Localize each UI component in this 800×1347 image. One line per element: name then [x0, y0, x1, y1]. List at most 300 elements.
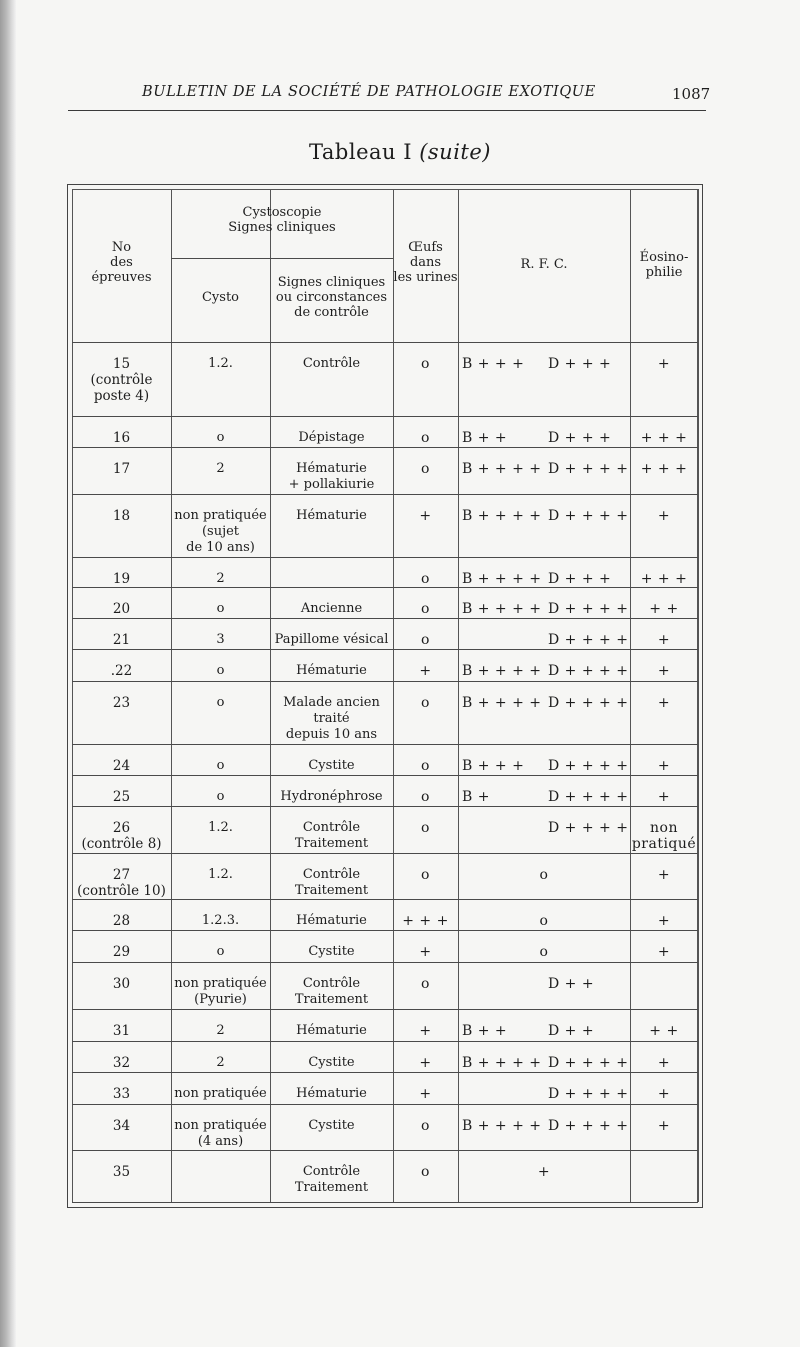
row-number-line: 28: [112, 913, 131, 929]
row-oeufs-line: o: [421, 356, 430, 372]
row-rfc-d: [548, 1023, 630, 1039]
row-signes-line: Hématurie: [296, 508, 367, 523]
row-signes-line: Dépistage: [298, 430, 365, 445]
row-cysto: [171, 1086, 270, 1102]
row-eosino-line: +: [657, 508, 671, 524]
row-number: [72, 632, 171, 648]
header-rfc: [458, 257, 630, 272]
row-cysto: [171, 944, 270, 960]
row-eosino: [630, 1118, 698, 1134]
row-number-line: (contrôle: [90, 372, 153, 388]
row-cysto-line: 2: [216, 571, 225, 586]
row-number: [72, 820, 171, 852]
row-rfc: [458, 913, 630, 929]
row-oeufs-line: + + +: [402, 913, 449, 929]
page-number: 1087: [672, 85, 711, 103]
row-oeufs-line: o: [421, 461, 430, 477]
row-cysto-line: 1.2.: [208, 356, 233, 371]
row-cysto-line: non pratiquée: [174, 508, 267, 523]
row-rfc-line: +: [537, 1164, 551, 1180]
row-rfc-b: [462, 571, 542, 587]
row-number-line: 24: [112, 758, 131, 774]
row-number-line: 30: [112, 976, 131, 992]
header-no: [72, 240, 171, 285]
row-eosino: [630, 430, 698, 446]
row-rule: [72, 744, 698, 745]
row-oeufs: [393, 867, 458, 883]
row-eosino-line: + + +: [640, 430, 688, 446]
row-eosino: [630, 508, 698, 524]
row-eosino: [630, 356, 698, 372]
row-rule: [72, 618, 698, 619]
row-rfc-d: [548, 758, 630, 774]
row-signes-line: + pollakiurie: [288, 477, 375, 492]
row-number-line: 26: [112, 820, 131, 836]
row-cysto: [171, 461, 270, 477]
row-signes-line: Hématurie: [296, 461, 367, 476]
row-cysto-line: non pratiquée: [174, 976, 267, 991]
row-oeufs-line: o: [421, 789, 430, 805]
row-eosino-line: +: [657, 913, 671, 929]
row-signes-line: Traitement: [294, 883, 369, 898]
row-rule: [72, 1072, 698, 1073]
row-rfc: [458, 944, 630, 960]
row-cysto-line: de 10 ans): [186, 540, 255, 555]
row-rfc-b-line: B + + + +: [462, 1118, 542, 1134]
row-rfc-b-line: B +: [462, 789, 490, 805]
header-cystoscopie-line: Signes cliniques: [228, 220, 336, 235]
row-number: [72, 695, 171, 711]
row-signes: [270, 430, 393, 446]
row-rfc-d: [548, 695, 630, 711]
row-rfc-b-line: B + +: [462, 430, 508, 446]
row-rfc-d: [548, 356, 630, 372]
row-rfc-b: [462, 1118, 542, 1134]
row-oeufs-line: +: [419, 1055, 432, 1071]
row-oeufs-line: o: [421, 1164, 430, 1180]
row-oeufs: [393, 820, 458, 836]
row-number-line: 20: [112, 601, 131, 617]
row-rule: [72, 1104, 698, 1105]
row-eosino-line: +: [657, 944, 671, 960]
row-eosino-line: + + +: [640, 571, 688, 587]
header-cysto: [171, 290, 270, 305]
row-eosino: [630, 601, 698, 617]
row-rfc-b-line: B + + + +: [462, 571, 542, 587]
row-signes-line: Hématurie: [296, 913, 367, 928]
row-oeufs-line: o: [421, 976, 430, 992]
row-eosino: [630, 758, 698, 774]
row-cysto: [171, 632, 270, 648]
row-signes: [270, 1118, 393, 1134]
row-rfc-d-line: D + + + +: [548, 820, 629, 836]
row-number-line: 35: [112, 1164, 131, 1180]
row-rfc-d-line: D + + + +: [548, 601, 629, 617]
header-oeufs-line: Œufs: [408, 240, 443, 255]
row-signes: [270, 913, 393, 929]
row-rfc-b: [462, 663, 542, 679]
row-rule: [72, 899, 698, 900]
row-eosino-line: non: [650, 820, 678, 836]
row-signes-line: Ancienne: [300, 601, 363, 616]
row-rfc-b: [462, 430, 542, 446]
row-rule: [72, 1202, 698, 1203]
row-oeufs-line: o: [421, 1118, 430, 1134]
caption-suffix: (suite): [419, 140, 491, 164]
row-rule: [72, 681, 698, 682]
row-rule: [72, 1041, 698, 1042]
row-signes: [270, 632, 393, 648]
row-number: [72, 1023, 171, 1039]
row-signes-line: Traitement: [294, 1180, 369, 1195]
running-head: BULLETIN DE LA SOCIÉTÉ DE PATHOLOGIE EXOTIQUE: [142, 84, 596, 100]
row-eosino: [630, 695, 698, 711]
row-signes-line: Cystite: [308, 1118, 355, 1133]
row-cysto-line: (Pyurie): [194, 992, 247, 1007]
row-rfc-d-line: D + + + +: [548, 1118, 629, 1134]
row-rfc-line: o: [539, 867, 549, 883]
row-cysto-line: o: [216, 695, 225, 710]
row-eosino-line: + + +: [640, 461, 688, 477]
row-rfc-d-line: D + + + +: [548, 663, 629, 679]
row-rfc-b: [462, 695, 542, 711]
row-oeufs: [393, 758, 458, 774]
row-signes: [270, 944, 393, 960]
row-number-line: (contrôle 10): [77, 883, 166, 899]
header-signes: [270, 275, 393, 320]
row-number: [72, 867, 171, 899]
row-signes-line: Hématurie: [296, 1023, 367, 1038]
row-oeufs-line: o: [421, 758, 430, 774]
row-cysto: [171, 601, 270, 617]
row-number: [72, 976, 171, 992]
row-rfc-d-line: D + + + +: [548, 695, 629, 711]
row-rfc-d-line: D + + + +: [548, 1055, 629, 1071]
row-eosino: [630, 461, 698, 477]
row-eosino: [630, 571, 698, 587]
row-signes: [270, 1086, 393, 1102]
header-no-line: épreuves: [91, 270, 152, 285]
row-signes-line: Cystite: [308, 944, 355, 959]
row-number: [72, 789, 171, 805]
row-oeufs-line: +: [419, 1023, 432, 1039]
header-eosino: [630, 250, 698, 280]
table-caption: [0, 140, 800, 164]
row-rfc-line: o: [539, 913, 549, 929]
row-cysto-line: non pratiquée: [174, 1086, 267, 1101]
row-signes: [270, 1023, 393, 1039]
row-number: [72, 508, 171, 524]
row-rfc-b-line: B + +: [462, 1023, 508, 1039]
row-rfc-b: [462, 789, 542, 805]
row-rule: [72, 587, 698, 588]
row-cysto-line: 1.2.3.: [201, 913, 240, 928]
row-cysto-line: (4 ans): [197, 1134, 244, 1149]
row-number: [72, 1164, 171, 1180]
row-eosino-line: +: [657, 695, 671, 711]
row-number: [72, 913, 171, 929]
row-eosino-line: +: [657, 1055, 671, 1071]
row-rfc-b: [462, 461, 542, 477]
row-oeufs: [393, 1086, 458, 1102]
row-eosino-line: pratiqué: [631, 836, 697, 852]
row-signes: [270, 695, 393, 743]
row-signes-line: depuis 10 ans: [285, 727, 378, 742]
row-cysto-line: o: [216, 430, 225, 445]
row-rfc-b: [462, 758, 542, 774]
row-eosino: [630, 632, 698, 648]
row-signes-line: Contrôle: [302, 976, 361, 991]
row-oeufs: [393, 913, 458, 929]
row-rfc-d: [548, 789, 630, 805]
row-signes: [270, 867, 393, 899]
row-oeufs: [393, 356, 458, 372]
row-rfc-d: [548, 571, 630, 587]
row-signes-line: Contrôle: [302, 1164, 361, 1179]
row-signes-line: Hématurie: [296, 1086, 367, 1101]
row-number-line: 23: [112, 695, 131, 711]
row-cysto: [171, 976, 270, 1008]
row-eosino-line: +: [657, 356, 671, 372]
row-number: [72, 944, 171, 960]
row-rfc-d: [548, 508, 630, 524]
row-rfc-d: [548, 820, 630, 836]
row-rfc-d-line: D + + + +: [548, 508, 629, 524]
row-eosino: [630, 1023, 698, 1039]
row-eosino: [630, 1055, 698, 1071]
row-signes-line: Cystite: [308, 1055, 355, 1070]
row-rule: [72, 1009, 698, 1010]
row-cysto: [171, 867, 270, 883]
row-number-line: 21: [112, 632, 131, 648]
row-oeufs-line: o: [421, 632, 430, 648]
header-rule: [68, 110, 706, 111]
row-oeufs: [393, 1023, 458, 1039]
row-eosino-line: + +: [649, 1023, 679, 1039]
row-signes: [270, 976, 393, 1008]
row-oeufs: [393, 1164, 458, 1180]
row-oeufs-line: +: [419, 663, 432, 679]
row-eosino-line: +: [657, 867, 671, 883]
row-eosino: [630, 867, 698, 883]
row-rfc-d: [548, 1086, 630, 1102]
row-rfc-d: [548, 1055, 630, 1071]
row-number-line: .22: [110, 663, 133, 679]
row-rfc-b-line: B + + + +: [462, 1055, 542, 1071]
row-rfc-d: [548, 976, 630, 992]
row-number-line: 17: [112, 461, 131, 477]
header-oeufs-line: dans: [409, 255, 442, 270]
row-cysto: [171, 430, 270, 446]
row-signes: [270, 508, 393, 524]
row-signes: [270, 461, 393, 493]
row-oeufs: [393, 461, 458, 477]
row-eosino-line: + +: [649, 601, 679, 617]
row-eosino: [630, 944, 698, 960]
row-cysto: [171, 1055, 270, 1071]
row-cysto-line: 2: [216, 1055, 225, 1070]
row-rfc: [458, 1164, 630, 1180]
row-signes: [270, 1055, 393, 1071]
row-oeufs-line: o: [421, 601, 430, 617]
row-rfc-b: [462, 601, 542, 617]
row-number-line: 25: [112, 789, 131, 805]
header-oeufs-line: les urines: [393, 270, 458, 285]
row-rule: [72, 930, 698, 931]
row-signes-line: Papillome vésical: [274, 632, 389, 647]
row-oeufs: [393, 695, 458, 711]
row-signes-line: Hydronéphrose: [280, 789, 383, 804]
row-number: [72, 1086, 171, 1102]
row-oeufs: [393, 601, 458, 617]
row-rule: [72, 962, 698, 963]
row-signes-line: Contrôle: [302, 820, 361, 835]
row-eosino-line: +: [657, 1118, 671, 1134]
row-signes-line: Hématurie: [296, 663, 367, 678]
row-rule: [72, 649, 698, 650]
row-number: [72, 430, 171, 446]
row-signes-line: Cystite: [308, 758, 355, 773]
row-signes-line: Traitement: [294, 836, 369, 851]
row-signes: [270, 663, 393, 679]
row-number: [72, 601, 171, 617]
page-binding-shadow: [0, 0, 16, 1347]
row-number-line: 33: [112, 1086, 131, 1102]
row-rfc-line: o: [539, 944, 549, 960]
row-rfc-b-line: B + + +: [462, 758, 525, 774]
row-cysto-line: 2: [216, 461, 225, 476]
row-number: [72, 1055, 171, 1071]
row-oeufs-line: o: [421, 571, 430, 587]
row-rfc-b: [462, 1023, 542, 1039]
row-signes-line: Contrôle: [302, 867, 361, 882]
row-oeufs: [393, 571, 458, 587]
row-oeufs-line: o: [421, 430, 430, 446]
row-rule: [72, 447, 698, 448]
row-signes-line: Contrôle: [302, 356, 361, 371]
row-cysto: [171, 1118, 270, 1150]
row-cysto-line: o: [216, 789, 225, 804]
row-rfc-d-line: D + +: [548, 1023, 595, 1039]
row-number-line: poste 4): [93, 388, 150, 404]
row-oeufs: [393, 1118, 458, 1134]
row-eosino: [630, 913, 698, 929]
row-cysto: [171, 508, 270, 556]
row-cysto-line: o: [216, 663, 225, 678]
row-signes: [270, 601, 393, 617]
header-signes-line: Signes cliniques: [277, 275, 386, 290]
row-rule: [72, 853, 698, 854]
row-rule: [72, 494, 698, 495]
header-eosino-line: Éosino-: [639, 250, 689, 265]
row-oeufs: [393, 663, 458, 679]
row-oeufs: [393, 944, 458, 960]
row-eosino-line: +: [657, 632, 671, 648]
row-oeufs-line: +: [419, 508, 432, 524]
row-cysto-line: o: [216, 758, 225, 773]
header-cystoscopie: [171, 205, 393, 235]
row-eosino: [630, 789, 698, 805]
row-rfc-b-line: B + + + +: [462, 461, 542, 477]
caption-name: Tableau I: [309, 140, 413, 164]
row-cysto: [171, 820, 270, 836]
header-no-line: des: [110, 255, 133, 270]
row-rfc-d-line: D + + +: [548, 571, 612, 587]
row-oeufs-line: +: [419, 944, 432, 960]
row-rfc-d-line: D + + +: [548, 356, 612, 372]
row-number: [72, 356, 171, 404]
row-signes: [270, 1164, 393, 1196]
row-rfc-d-line: D + + + +: [548, 632, 629, 648]
row-rfc: [458, 867, 630, 883]
row-rfc-b: [462, 356, 542, 372]
row-rfc-d: [548, 632, 630, 648]
row-oeufs-line: o: [421, 820, 430, 836]
row-number-line: 34: [112, 1118, 131, 1134]
row-rfc-d: [548, 663, 630, 679]
row-rfc-d: [548, 461, 630, 477]
row-eosino-line: +: [657, 758, 671, 774]
row-rfc-b-line: B + + + +: [462, 508, 542, 524]
row-rfc-b-line: B + + +: [462, 356, 525, 372]
row-cysto-line: 3: [216, 632, 225, 647]
row-number: [72, 663, 171, 679]
row-rfc-b: [462, 508, 542, 524]
row-rfc-d-line: D + + + +: [548, 789, 629, 805]
row-cysto-line: non pratiquée: [174, 1118, 267, 1133]
row-rule: [72, 775, 698, 776]
header-signes-line: ou circonstances: [275, 290, 388, 305]
row-cysto-line: 1.2.: [208, 820, 233, 835]
row-eosino: [630, 663, 698, 679]
row-rule: [72, 342, 698, 343]
row-number-line: 18: [112, 508, 131, 524]
row-rfc-b-line: B + + + +: [462, 601, 542, 617]
header-oeufs: [393, 240, 458, 285]
row-rfc-d: [548, 1118, 630, 1134]
column-rule: [458, 189, 459, 1202]
row-number: [72, 571, 171, 587]
row-cysto-line: o: [216, 944, 225, 959]
row-cysto-line: (sujet: [201, 524, 240, 539]
row-cysto: [171, 758, 270, 774]
row-oeufs: [393, 430, 458, 446]
row-rfc-b-line: B + + + +: [462, 695, 542, 711]
row-rfc-b: [462, 1055, 542, 1071]
row-rfc-d-line: D + + + +: [548, 461, 629, 477]
row-number-line: 19: [112, 571, 131, 587]
row-number-line: 31: [112, 1023, 131, 1039]
row-cysto: [171, 663, 270, 679]
row-oeufs-line: o: [421, 695, 430, 711]
row-eosino: [630, 1086, 698, 1102]
row-signes-line: Traitement: [294, 992, 369, 1007]
row-oeufs: [393, 976, 458, 992]
row-cysto: [171, 356, 270, 372]
row-rfc-d: [548, 601, 630, 617]
row-signes: [270, 789, 393, 805]
row-oeufs: [393, 789, 458, 805]
column-rule: [698, 189, 699, 1202]
row-number-line: 16: [112, 430, 131, 446]
row-number-line: (contrôle 8): [81, 836, 162, 852]
row-cysto-line: o: [216, 601, 225, 616]
row-signes: [270, 820, 393, 852]
row-rule: [72, 416, 698, 417]
row-oeufs-line: +: [419, 1086, 432, 1102]
row-cysto-line: 2: [216, 1023, 225, 1038]
row-number-line: 32: [112, 1055, 131, 1071]
